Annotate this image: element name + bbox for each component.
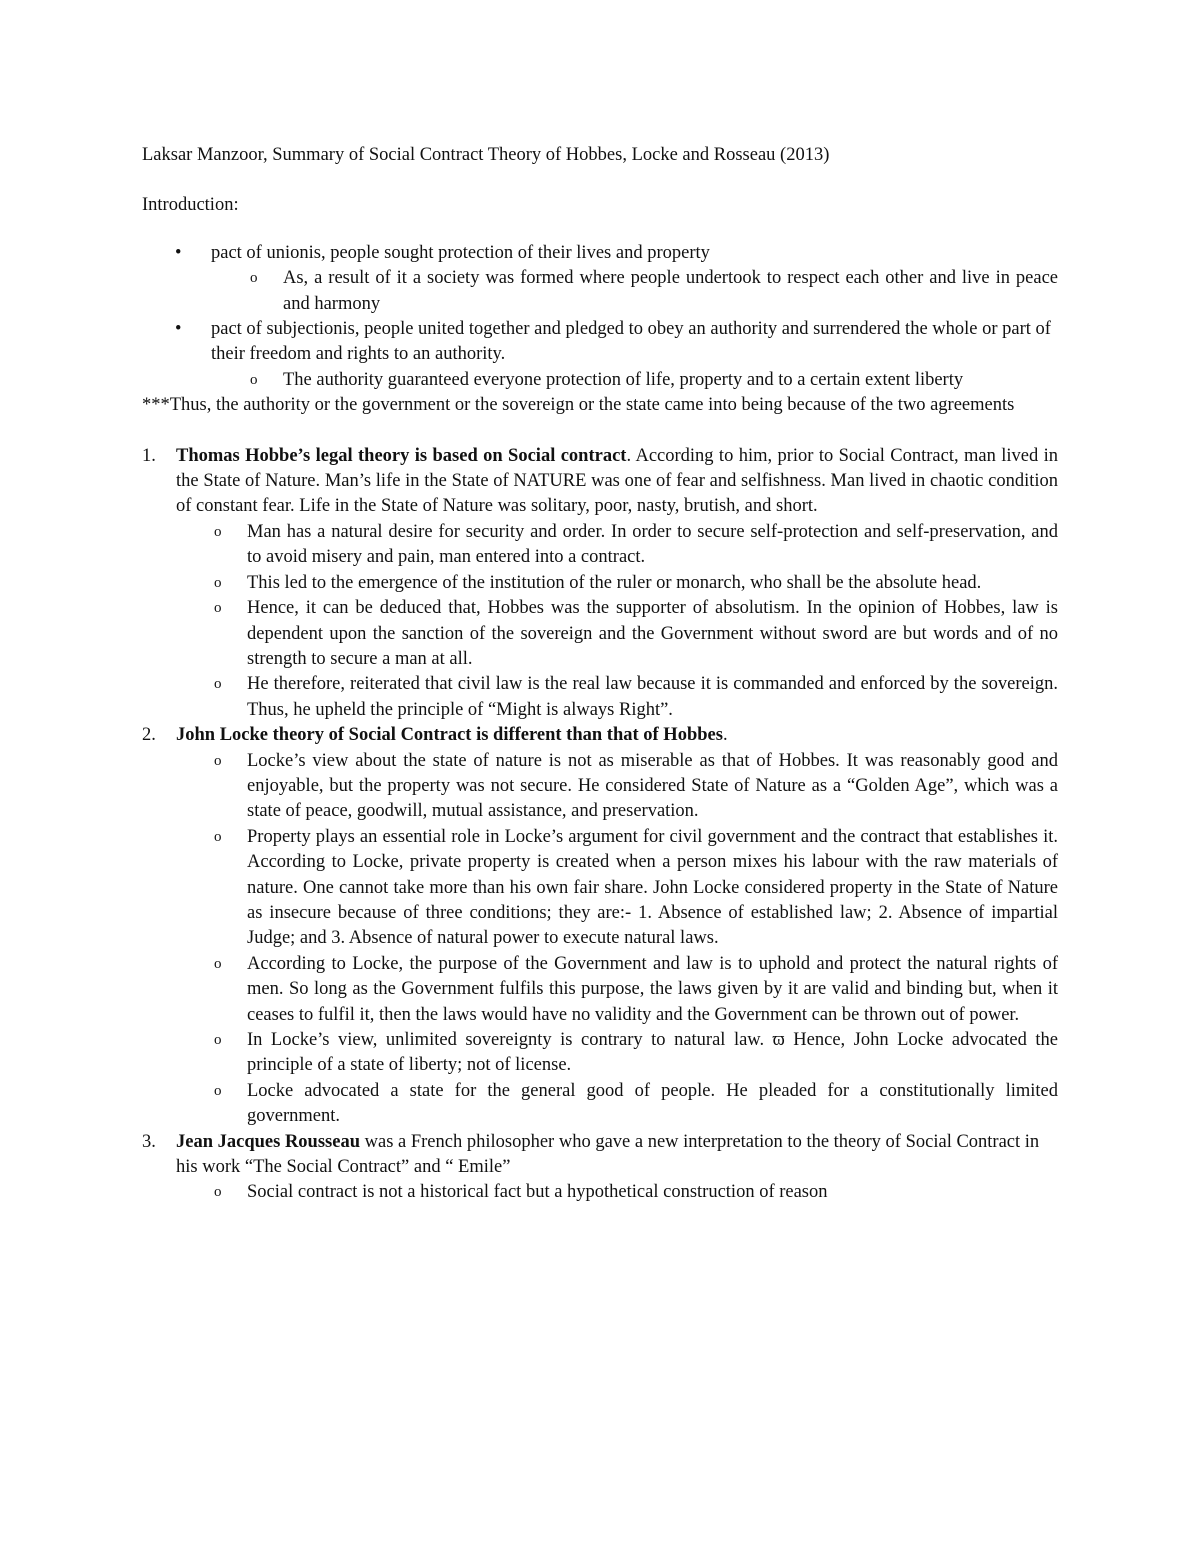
intro-list bbox=[142, 241, 1058, 393]
intro-subitem bbox=[142, 266, 1058, 317]
sub-marker: o bbox=[214, 752, 222, 769]
document-body bbox=[142, 143, 1058, 1206]
section-subitem-text: Social contract is not a historical fact but a hypothetical construction of reason bbox=[247, 1182, 828, 1203]
section-item bbox=[142, 444, 1058, 520]
section-subitem-text: This led to the emergence of the institution of the ruler or monarch, who shall be the absolute head. bbox=[247, 572, 982, 593]
section-subitem bbox=[142, 596, 1058, 672]
sub-marker: o bbox=[214, 1082, 222, 1099]
sub-marker: o bbox=[214, 1032, 222, 1048]
sub-marker: o bbox=[214, 523, 222, 540]
sections-list bbox=[142, 444, 1058, 1206]
section-title: John Locke theory of Social Contract is different than that of Hobbes bbox=[176, 725, 723, 746]
section-title: Jean Jacques Rousseau bbox=[176, 1131, 360, 1152]
sub-marker: o bbox=[214, 600, 222, 617]
sub-marker: o bbox=[214, 574, 222, 591]
section-subitem bbox=[142, 1180, 1058, 1205]
section-number: 1. bbox=[142, 445, 156, 466]
sub-marker: o bbox=[250, 270, 258, 287]
section-subitem-text: He therefore, reiterated that civil law is the real law because it is commanded and enforced by the sovereign. Thus, he upheld the principle of “Might is always Right”. bbox=[247, 674, 1058, 720]
intro-item-text: pact of unionis, people sought protection of their lives and property bbox=[211, 242, 710, 263]
sub-marker: o bbox=[214, 676, 222, 693]
sub-marker: o bbox=[214, 1184, 222, 1201]
section-subitem bbox=[142, 825, 1058, 952]
section-subitem bbox=[142, 1028, 1058, 1079]
intro-item-text: pact of subjectionis, people united together and pledged to obey an authority and surrendered the whole or part of their freedom and rights to an authority. bbox=[211, 319, 1051, 365]
section-subitem bbox=[142, 749, 1058, 825]
bullet-marker: • bbox=[175, 242, 182, 263]
section-subitem bbox=[142, 672, 1058, 723]
section-title: Thomas Hobbe’s legal theory is based on Social contract bbox=[176, 445, 627, 466]
section-number: 2. bbox=[142, 725, 156, 746]
section-item bbox=[142, 723, 1058, 748]
section-text: . According to him, prior to Social Contract, man lived in the State of Nature. Man’s life in the State of NATURE was one of fear and selfishness. Man lived in chaotic condition of constant fear. Life in the State of Nature was solitary, poor, nasty, brutish, and short. bbox=[176, 445, 1058, 517]
bullet-marker: • bbox=[175, 319, 182, 340]
sub-marker: o bbox=[250, 371, 258, 388]
section-text: was a French philosopher who gave a new interpretation to the theory of Social Contract in his work “The Social Contract” and “ Emile” bbox=[176, 1131, 1040, 1178]
intro-item bbox=[142, 241, 1058, 266]
intro-item bbox=[142, 317, 1058, 368]
section-number: 3. bbox=[142, 1131, 156, 1152]
section-text: . bbox=[722, 725, 728, 746]
document-header: Laksar Manzoor, Summary of Social Contract Theory of Hobbes, Locke and Rosseau (2013) bbox=[142, 145, 830, 165]
intro-subitem bbox=[142, 368, 1058, 393]
section-subitem bbox=[142, 520, 1058, 571]
section-subitem bbox=[142, 571, 1058, 596]
section-subitem-text: According to Locke, the purpose of the Government and law is to uphold and protect the natural rights of men. So long as the Government fulfils this purpose, the laws given by it are valid and binding but, when it ceases to fulfil it, then the laws would have no validity and the Government can be thrown out of power. bbox=[247, 953, 1058, 1025]
section-subitem-text: Hence, it can be deduced that, Hobbes was the supporter of absolutism. In the opinion of Hobbes, law is dependent upon the sanction of the sovereign and the Government without sword are but words and of no strength to secure a man at all. bbox=[247, 598, 1058, 669]
section-item bbox=[142, 1130, 1058, 1181]
section-subitem bbox=[142, 1079, 1058, 1130]
section-subitem-text: Locke’s view about the state of nature is not as miserable as that of Hobbes. It was reasonably good and enjoyable, but the property was not secure. He considered State of Nature as a “Golden Age”, which was a state of peace, goodwill, mutual assistance, and preservation. bbox=[247, 750, 1058, 822]
intro-subitem-text: The authority guaranteed everyone protection of life, property and to a certain extent liberty bbox=[283, 369, 964, 390]
section-subitem-text: Man has a natural desire for security and order. In order to secure self-protection and self-preservation, and to avoid misery and pain, man entered into a contract. bbox=[247, 521, 1058, 568]
section-subitem-text: In Locke’s view, unlimited sovereignty is contrary to natural law. ϖ Hence, John Locke advocated the principle of a state of liberty; not of license. bbox=[247, 1030, 1058, 1076]
section-subitem-text: Locke advocated a state for the general good of people. He pleaded for a constitutionally limited government. bbox=[247, 1080, 1058, 1127]
sub-marker: o bbox=[214, 828, 222, 845]
intro-heading: Introduction: bbox=[142, 195, 239, 216]
section-subitem bbox=[142, 952, 1058, 1028]
intro-subitem-text: As, a result of it a society was formed where people undertook to respect each other and live in peace and harmony bbox=[283, 268, 1058, 314]
conclusion-note: ***Thus, the authority or the government or the sovereign or the state came into being because of the two agreements bbox=[142, 395, 1015, 416]
sub-marker: o bbox=[214, 955, 222, 972]
section-subitem-text: Property plays an essential role in Locke’s argument for civil government and the contract that establishes it. According to Locke, private property is created when a person mixes his labour with the raw materials of nature. One cannot take more than his own fair share. John Locke considered property in the State of Nature as insecure because of three conditions; they are:- 1. Absence of established law; 2. Absence of impartial Judge; and 3. Absence of natural power to execute natural laws. bbox=[247, 826, 1058, 949]
